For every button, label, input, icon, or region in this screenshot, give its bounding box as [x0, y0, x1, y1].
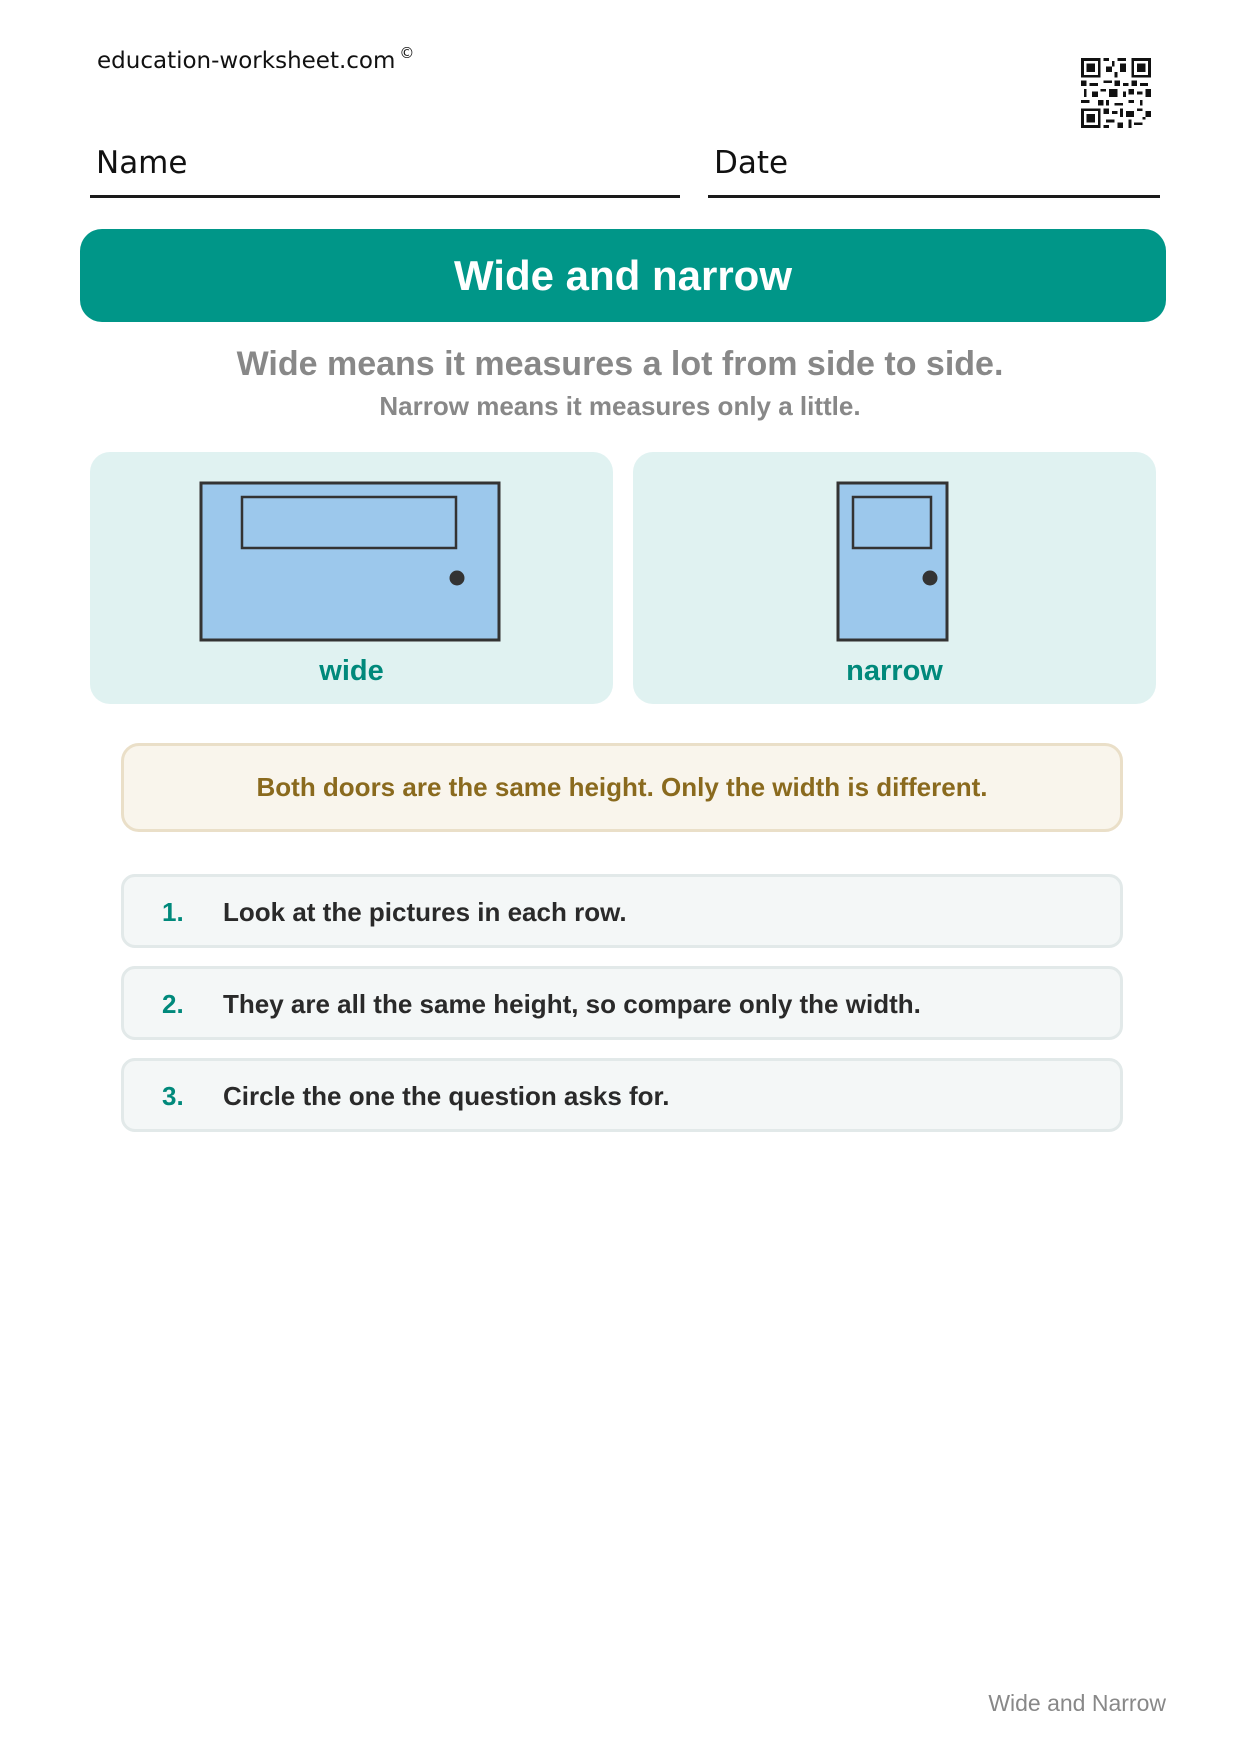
- step-text: Look at the pictures in each row.: [223, 897, 627, 927]
- step-number: 2.: [162, 989, 184, 1019]
- qr-code-icon: [1081, 58, 1151, 128]
- site-label: [97, 44, 415, 74]
- page-title: Wide and narrow: [454, 251, 792, 299]
- instruction-step: [121, 1058, 1123, 1132]
- definition-narrow: Narrow means it measures only a little.: [379, 391, 861, 421]
- example-card-narrow: [633, 452, 1156, 704]
- note-box: [121, 743, 1123, 832]
- step-number: 3.: [162, 1081, 184, 1111]
- name-field[interactable]: [90, 143, 680, 198]
- step-text: They are all the same height, so compare only the width.: [223, 989, 921, 1019]
- copyright-mark: ©: [399, 44, 415, 62]
- narrow-label: narrow: [846, 655, 943, 687]
- site-name: education-worksheet.com: [97, 48, 396, 74]
- step-number: 1.: [162, 897, 184, 927]
- wide-label: wide: [319, 655, 384, 687]
- instruction-step: [121, 874, 1123, 948]
- date-field[interactable]: [708, 143, 1160, 198]
- instruction-step: [121, 966, 1123, 1040]
- note-text: Both doors are the same height. Only the width is different.: [256, 772, 988, 802]
- step-text: Circle the one the question asks for.: [223, 1081, 670, 1111]
- example-card-wide: [90, 452, 613, 704]
- date-label: Date: [714, 145, 789, 181]
- definition-wide: Wide means it measures a lot from side to side.: [236, 345, 1004, 383]
- footer-title: Wide and Narrow: [988, 1690, 1166, 1716]
- title-banner: [80, 229, 1166, 322]
- name-label: Name: [96, 145, 188, 181]
